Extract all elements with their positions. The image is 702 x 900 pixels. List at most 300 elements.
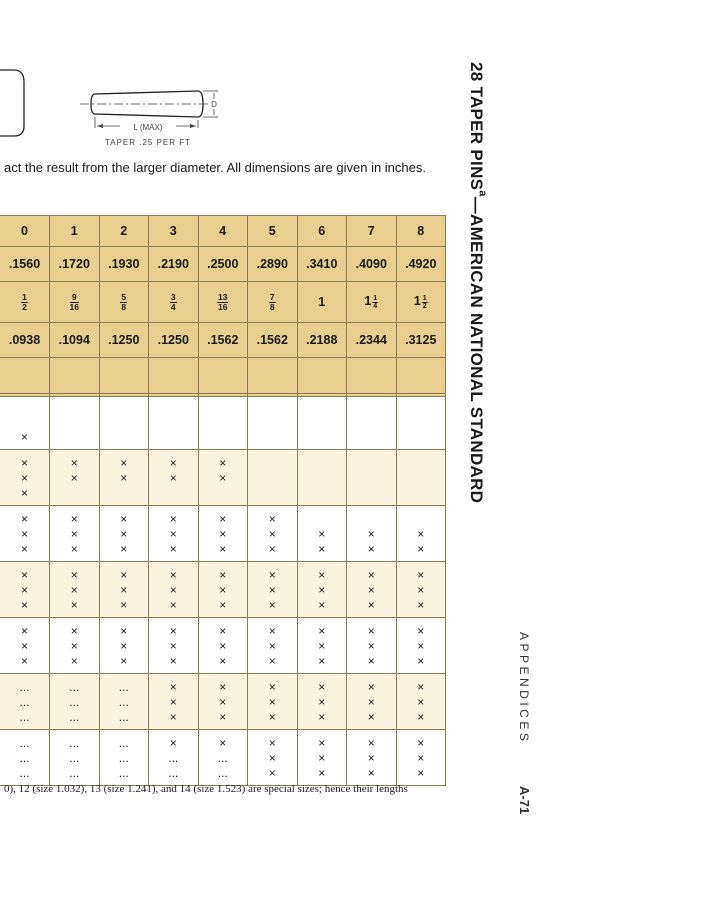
availability-mark: × bbox=[169, 695, 177, 709]
grid-cell-marks bbox=[50, 450, 99, 486]
availability-mark: × bbox=[20, 471, 28, 485]
small-diameter-row bbox=[0, 323, 446, 358]
grid-cell-marks bbox=[397, 730, 446, 781]
grid-cell bbox=[50, 394, 100, 450]
header-spacer-row bbox=[0, 358, 446, 397]
pin-size-table bbox=[0, 215, 446, 397]
size-number-row bbox=[0, 216, 446, 247]
availability-mark: × bbox=[219, 542, 227, 556]
grid-cell-marks bbox=[100, 562, 149, 613]
not-available-mark: ... bbox=[19, 710, 30, 724]
grid-cell bbox=[0, 730, 50, 786]
grid-cell bbox=[50, 730, 100, 786]
grid-cell-marks bbox=[397, 562, 446, 613]
grid-cell-marks bbox=[149, 674, 198, 725]
diameter-dimension-label: D bbox=[211, 100, 217, 109]
availability-mark: × bbox=[169, 624, 177, 638]
availability-mark: × bbox=[318, 624, 326, 638]
frac-denominator: 8 bbox=[121, 301, 127, 312]
availability-mark: × bbox=[219, 680, 227, 694]
availability-mark: × bbox=[120, 583, 128, 597]
grid-cell-marks bbox=[298, 730, 347, 781]
large-end-cell: .1720 bbox=[50, 247, 100, 282]
spacer-cell bbox=[149, 358, 199, 397]
grid-cell-marks bbox=[0, 394, 49, 445]
availability-mark: × bbox=[20, 542, 28, 556]
availability-mark: × bbox=[268, 542, 276, 556]
not-available-mark: ... bbox=[118, 695, 129, 709]
availability-mark: × bbox=[417, 766, 425, 780]
grid-cell bbox=[149, 562, 199, 618]
grid-cell bbox=[396, 674, 446, 730]
spacer-cell bbox=[198, 358, 248, 397]
grid-cell bbox=[198, 394, 248, 450]
large-end-cell: .1560 bbox=[0, 247, 50, 282]
availability-mark: × bbox=[20, 654, 28, 668]
not-available-mark: ... bbox=[69, 766, 80, 780]
diameter-cell: .3125 bbox=[396, 323, 446, 358]
size-cell: 1 bbox=[50, 216, 100, 247]
availability-mark: × bbox=[268, 568, 276, 582]
fraction-cell bbox=[396, 282, 446, 323]
grid-cell-marks bbox=[248, 562, 297, 613]
grid-cell-marks bbox=[397, 674, 446, 725]
frac-numerator: 5 bbox=[121, 291, 127, 302]
grid-cell-marks bbox=[347, 394, 396, 400]
grid-cell bbox=[50, 674, 100, 730]
grid-cell bbox=[248, 618, 298, 674]
availability-mark: × bbox=[318, 736, 326, 750]
grid-cell-marks bbox=[199, 394, 248, 400]
grid-cell bbox=[198, 506, 248, 562]
frac-numerator: 9 bbox=[70, 293, 79, 303]
availability-mark: × bbox=[318, 654, 326, 668]
availability-mark: × bbox=[169, 527, 177, 541]
not-available-mark: ... bbox=[19, 680, 30, 694]
grid-row bbox=[0, 674, 446, 730]
grid-cell bbox=[396, 618, 446, 674]
availability-mark: × bbox=[120, 456, 128, 470]
availability-mark: × bbox=[219, 654, 227, 668]
availability-mark: × bbox=[318, 527, 326, 541]
large-end-cell: .2890 bbox=[248, 247, 298, 282]
availability-mark: × bbox=[120, 542, 128, 556]
availability-mark: × bbox=[268, 736, 276, 750]
availability-mark: × bbox=[219, 471, 227, 485]
availability-mark: × bbox=[318, 583, 326, 597]
availability-mark: × bbox=[70, 542, 78, 556]
fraction-cell bbox=[50, 282, 100, 323]
not-available-mark: ... bbox=[19, 695, 30, 709]
footnote-text: 0), 12 (size 1.032), 13 (size 1.241), and 14 (size 1.523) are special sizes; hence their lengths bbox=[4, 783, 408, 795]
grid-cell bbox=[347, 674, 397, 730]
not-available-mark: ... bbox=[118, 736, 129, 750]
grid-cell bbox=[0, 562, 50, 618]
grid-cell-marks bbox=[397, 506, 446, 557]
not-available-mark: ... bbox=[19, 751, 30, 765]
grid-cell bbox=[50, 450, 100, 506]
grid-cell-marks bbox=[298, 450, 347, 456]
grid-cell bbox=[347, 506, 397, 562]
availability-mark: × bbox=[318, 695, 326, 709]
grid-cell bbox=[347, 562, 397, 618]
taper-note: TAPER .25 PER FT bbox=[104, 138, 192, 147]
size-cell: 8 bbox=[396, 216, 446, 247]
availability-mark: × bbox=[70, 527, 78, 541]
diameter-cell: .2344 bbox=[347, 323, 397, 358]
availability-mark: × bbox=[70, 583, 78, 597]
grid-cell bbox=[248, 506, 298, 562]
availability-mark: × bbox=[120, 568, 128, 582]
grid-cell bbox=[248, 394, 298, 450]
availability-mark: × bbox=[219, 527, 227, 541]
grid-cell-marks bbox=[50, 562, 99, 613]
availability-mark: × bbox=[169, 471, 177, 485]
not-available-mark: ... bbox=[118, 710, 129, 724]
dimension-note bbox=[4, 160, 426, 175]
grid-cell bbox=[248, 674, 298, 730]
availability-mark: × bbox=[367, 654, 375, 668]
frac-numerator: 1 bbox=[422, 294, 427, 302]
not-available-mark: ... bbox=[69, 751, 80, 765]
availability-mark: × bbox=[20, 598, 28, 612]
page-title bbox=[466, 62, 489, 503]
grid-cell bbox=[0, 450, 50, 506]
availability-mark: × bbox=[367, 568, 375, 582]
frac-denominator: 4 bbox=[170, 301, 176, 312]
availability-mark: × bbox=[219, 639, 227, 653]
grid-cell bbox=[99, 506, 149, 562]
availability-mark: × bbox=[367, 766, 375, 780]
grid-cell bbox=[50, 618, 100, 674]
frac-numerator: 1 bbox=[22, 291, 27, 302]
large-end-cell: .2500 bbox=[198, 247, 248, 282]
availability-mark: × bbox=[318, 639, 326, 653]
availability-mark: × bbox=[20, 456, 28, 470]
availability-mark: × bbox=[367, 710, 375, 724]
grid-cell-marks bbox=[347, 674, 396, 725]
grid-cell bbox=[149, 450, 199, 506]
availability-mark: × bbox=[367, 598, 375, 612]
availability-mark: × bbox=[169, 512, 177, 526]
fraction-cell bbox=[0, 282, 50, 323]
availability-mark: × bbox=[268, 583, 276, 597]
grid-cell-marks bbox=[50, 506, 99, 557]
grid-cell bbox=[347, 730, 397, 786]
grid-cell bbox=[0, 674, 50, 730]
size-cell: 0 bbox=[0, 216, 50, 247]
grid-cell bbox=[396, 394, 446, 450]
size-cell: 7 bbox=[347, 216, 397, 247]
grid-cell bbox=[99, 450, 149, 506]
grid-cell-marks bbox=[199, 450, 248, 486]
availability-mark: × bbox=[268, 654, 276, 668]
availability-mark: × bbox=[70, 654, 78, 668]
grid-cell-marks bbox=[50, 394, 99, 400]
availability-mark: × bbox=[417, 527, 425, 541]
frac-numerator: 1 bbox=[373, 294, 378, 302]
availability-mark: × bbox=[20, 624, 28, 638]
availability-mark: × bbox=[169, 583, 177, 597]
section-label: APPENDICES bbox=[517, 632, 531, 745]
grid-cell-marks bbox=[248, 618, 297, 669]
availability-mark: × bbox=[219, 583, 227, 597]
whole-number: 1 bbox=[318, 295, 326, 309]
availability-mark: × bbox=[417, 710, 425, 724]
size-cell: 5 bbox=[248, 216, 298, 247]
grid-cell bbox=[0, 618, 50, 674]
grid-cell bbox=[396, 506, 446, 562]
diameter-cell: .0938 bbox=[0, 323, 50, 358]
grid-cell bbox=[248, 730, 298, 786]
title-superscript: a bbox=[476, 190, 489, 197]
availability-mark: × bbox=[367, 695, 375, 709]
availability-mark: × bbox=[70, 598, 78, 612]
frac-denominator: 16 bbox=[218, 301, 228, 312]
fraction-cell bbox=[248, 282, 298, 323]
availability-mark: × bbox=[417, 751, 425, 765]
spacer-cell bbox=[396, 358, 446, 397]
availability-mark: × bbox=[268, 710, 276, 724]
grid-cell bbox=[198, 674, 248, 730]
availability-mark: × bbox=[219, 710, 227, 724]
grid-cell-marks bbox=[149, 730, 198, 781]
grid-cell-marks bbox=[0, 506, 49, 557]
grid-cell bbox=[347, 618, 397, 674]
size-cell: 6 bbox=[297, 216, 347, 247]
page-number: A-71 bbox=[517, 786, 532, 815]
fraction-cell bbox=[347, 282, 397, 323]
grid-cell-marks bbox=[100, 506, 149, 557]
grid-cell bbox=[297, 674, 347, 730]
availability-mark: × bbox=[417, 624, 425, 638]
diameter-cell: .1250 bbox=[99, 323, 149, 358]
availability-mark: × bbox=[318, 710, 326, 724]
spacer-cell bbox=[248, 358, 298, 397]
length-availability-grid bbox=[0, 393, 446, 786]
availability-mark: × bbox=[318, 680, 326, 694]
large-end-cell: .1930 bbox=[99, 247, 149, 282]
grid-cell-marks bbox=[347, 562, 396, 613]
grid-cell-marks bbox=[199, 506, 248, 557]
grid-cell-marks bbox=[248, 674, 297, 725]
grid-cell bbox=[99, 562, 149, 618]
grid-cell-marks bbox=[248, 394, 297, 400]
large-end-cell: .4090 bbox=[347, 247, 397, 282]
grid-cell bbox=[198, 562, 248, 618]
availability-mark: × bbox=[169, 639, 177, 653]
not-available-mark: ... bbox=[69, 736, 80, 750]
availability-mark: × bbox=[417, 542, 425, 556]
availability-mark: × bbox=[70, 512, 78, 526]
grid-cell bbox=[198, 730, 248, 786]
grid-cell bbox=[149, 674, 199, 730]
not-available-mark: ... bbox=[118, 680, 129, 694]
availability-mark: × bbox=[219, 695, 227, 709]
not-available-mark: ... bbox=[69, 680, 80, 694]
large-end-cell: .2190 bbox=[149, 247, 199, 282]
grid-cell bbox=[297, 506, 347, 562]
grid-cell-marks bbox=[0, 562, 49, 613]
availability-mark: × bbox=[219, 568, 227, 582]
fraction-cell bbox=[198, 282, 248, 323]
grid-cell bbox=[297, 450, 347, 506]
availability-mark: × bbox=[367, 527, 375, 541]
large-end-diameter-row bbox=[0, 247, 446, 282]
availability-mark: × bbox=[367, 639, 375, 653]
availability-mark: × bbox=[120, 512, 128, 526]
grid-cell bbox=[99, 730, 149, 786]
availability-mark: × bbox=[268, 695, 276, 709]
availability-mark: × bbox=[268, 512, 276, 526]
availability-mark: × bbox=[20, 568, 28, 582]
grid-cell-marks bbox=[0, 674, 49, 725]
availability-mark: × bbox=[120, 639, 128, 653]
grid-cell-marks bbox=[50, 674, 99, 725]
availability-mark: × bbox=[367, 680, 375, 694]
grid-cell-marks bbox=[298, 562, 347, 613]
grid-cell-marks bbox=[199, 730, 248, 781]
fraction-cell bbox=[99, 282, 149, 323]
availability-mark: × bbox=[120, 598, 128, 612]
grid-cell bbox=[396, 730, 446, 786]
rounded-pin-end-drawing bbox=[0, 70, 24, 136]
grid-cell bbox=[50, 506, 100, 562]
availability-mark: × bbox=[268, 639, 276, 653]
grid-cell bbox=[297, 730, 347, 786]
grid-cell-marks bbox=[347, 730, 396, 781]
frac-denominator: 4 bbox=[373, 302, 378, 310]
availability-mark: × bbox=[417, 639, 425, 653]
grid-cell bbox=[149, 618, 199, 674]
size-cell: 4 bbox=[198, 216, 248, 247]
spacer-cell bbox=[347, 358, 397, 397]
not-available-mark: ... bbox=[168, 751, 179, 765]
grid-cell bbox=[297, 562, 347, 618]
availability-mark: × bbox=[70, 471, 78, 485]
availability-mark: × bbox=[268, 624, 276, 638]
availability-mark: × bbox=[268, 766, 276, 780]
grid-row bbox=[0, 394, 446, 450]
grid-cell bbox=[297, 618, 347, 674]
frac-denominator: 2 bbox=[22, 301, 27, 312]
availability-mark: × bbox=[219, 624, 227, 638]
grid-row bbox=[0, 450, 446, 506]
grid-cell bbox=[198, 450, 248, 506]
availability-mark: × bbox=[367, 751, 375, 765]
grid-cell-marks bbox=[0, 450, 49, 501]
frac-denominator: 8 bbox=[269, 301, 275, 312]
availability-mark: × bbox=[268, 680, 276, 694]
grid-cell-marks bbox=[149, 450, 198, 486]
title-suffix: —AMERICAN NATIONAL STANDARD bbox=[467, 196, 486, 504]
grid-cell bbox=[99, 674, 149, 730]
grid-cell-marks bbox=[397, 394, 446, 400]
availability-mark: × bbox=[169, 542, 177, 556]
grid-cell bbox=[396, 450, 446, 506]
fraction-cell bbox=[149, 282, 199, 323]
grid-cell bbox=[347, 394, 397, 450]
availability-mark: × bbox=[20, 430, 28, 444]
diameter-cell: .1562 bbox=[248, 323, 298, 358]
availability-mark: × bbox=[169, 456, 177, 470]
frac-denominator: 2 bbox=[422, 302, 427, 310]
availability-mark: × bbox=[169, 654, 177, 668]
footnote bbox=[4, 783, 408, 795]
grid-cell bbox=[248, 562, 298, 618]
availability-mark: × bbox=[318, 568, 326, 582]
not-available-mark: ... bbox=[69, 710, 80, 724]
availability-mark: × bbox=[417, 583, 425, 597]
large-end-cell: .3410 bbox=[297, 247, 347, 282]
not-available-mark: ... bbox=[168, 766, 179, 780]
frac-denominator: 16 bbox=[69, 301, 79, 312]
frac-numerator: 3 bbox=[170, 291, 176, 302]
grid-cell bbox=[0, 394, 50, 450]
availability-mark: × bbox=[318, 542, 326, 556]
grid-cell bbox=[50, 562, 100, 618]
availability-mark: × bbox=[169, 598, 177, 612]
not-available-mark: ... bbox=[69, 695, 80, 709]
dimension-note-text: act the result from the larger diameter. All dimensions are given in inches. bbox=[4, 160, 426, 175]
availability-mark: × bbox=[268, 527, 276, 541]
grid-cell-marks bbox=[298, 394, 347, 400]
grid-cell-marks bbox=[248, 506, 297, 557]
not-available-mark: ... bbox=[19, 736, 30, 750]
diameter-cell: .1094 bbox=[50, 323, 100, 358]
frac-numerator: 13 bbox=[218, 291, 228, 302]
availability-mark: × bbox=[417, 654, 425, 668]
grid-cell-marks bbox=[100, 618, 149, 669]
availability-mark: × bbox=[219, 512, 227, 526]
grid-cell bbox=[248, 450, 298, 506]
grid-cell-marks bbox=[149, 506, 198, 557]
grid-cell bbox=[297, 394, 347, 450]
large-end-cell: .4920 bbox=[396, 247, 446, 282]
whole-number: 1 bbox=[364, 294, 372, 309]
grid-cell-marks bbox=[100, 394, 149, 400]
grid-cell bbox=[0, 506, 50, 562]
diameter-cell: .2188 bbox=[297, 323, 347, 358]
availability-mark: × bbox=[70, 639, 78, 653]
grid-cell bbox=[198, 618, 248, 674]
grid-cell bbox=[396, 562, 446, 618]
availability-mark: × bbox=[367, 542, 375, 556]
availability-mark: × bbox=[169, 736, 177, 750]
availability-mark: × bbox=[70, 624, 78, 638]
grid-cell-marks bbox=[100, 674, 149, 725]
grid-cell-marks bbox=[298, 674, 347, 725]
availability-mark: × bbox=[318, 751, 326, 765]
availability-mark: × bbox=[417, 568, 425, 582]
grid-cell-marks bbox=[248, 730, 297, 781]
grid-cell-marks bbox=[347, 450, 396, 456]
availability-mark: × bbox=[268, 598, 276, 612]
availability-mark: × bbox=[219, 456, 227, 470]
availability-mark: × bbox=[318, 766, 326, 780]
availability-mark: × bbox=[219, 598, 227, 612]
spacer-cell bbox=[0, 358, 50, 397]
fraction-row bbox=[0, 282, 446, 323]
length-dimension-label: L (MAX) bbox=[133, 123, 163, 132]
diameter-cell: .1562 bbox=[198, 323, 248, 358]
grid-cell-marks bbox=[199, 562, 248, 613]
grid-cell-marks bbox=[100, 450, 149, 486]
grid-cell-marks bbox=[199, 618, 248, 669]
not-available-mark: ... bbox=[217, 751, 228, 765]
availability-mark: × bbox=[318, 598, 326, 612]
grid-cell-marks bbox=[0, 618, 49, 669]
